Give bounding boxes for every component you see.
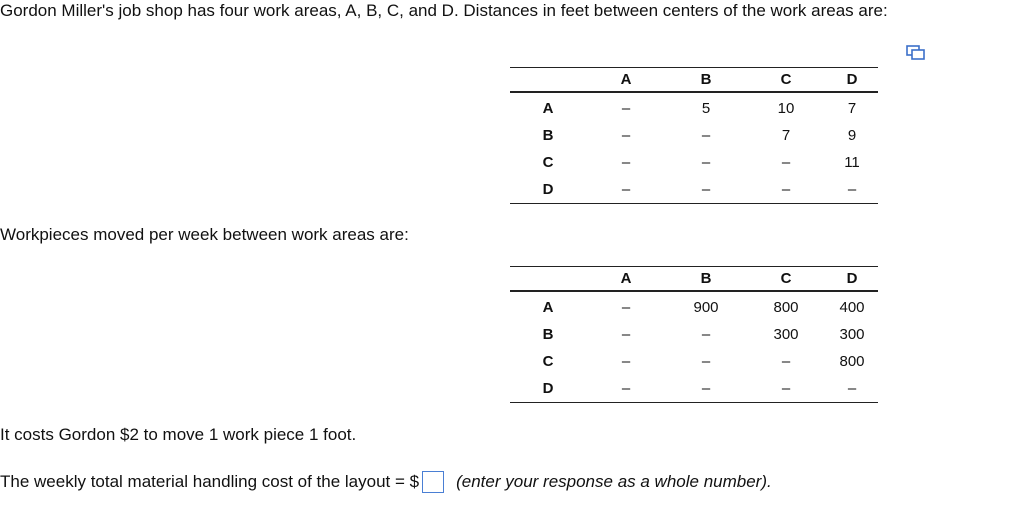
table-cell: 800 — [839, 353, 865, 370]
copy-icon[interactable] — [906, 45, 926, 61]
row-label: A — [542, 299, 554, 316]
row-label: B — [542, 326, 554, 343]
problem-intro: Gordon Miller's job shop has four work areas, A, B, C, and D. Distances in feet between centers of the work areas are: — [0, 1, 888, 20]
table-header-cell: C — [746, 267, 826, 292]
flow-header-row — [510, 267, 878, 292]
table-header-cell: A — [586, 267, 666, 292]
table-cell: 11 — [844, 154, 860, 171]
table-cell: – — [621, 100, 631, 117]
cost-statement: It costs Gordon $2 to move 1 work piece 1 foot. — [0, 425, 357, 444]
table-cell: 300 — [773, 326, 799, 343]
table-cell: – — [621, 353, 631, 370]
table-cell: – — [701, 154, 711, 171]
table-row — [510, 321, 878, 348]
answer-line — [0, 471, 772, 493]
table-row — [510, 92, 878, 122]
answer-prompt: The weekly total material handling cost of the layout = $ — [0, 472, 420, 491]
row-label: D — [510, 375, 586, 403]
row-label: A — [542, 100, 554, 117]
table-row — [510, 291, 878, 321]
flow-table — [510, 266, 878, 403]
table-cell: – — [586, 176, 666, 204]
row-label: B — [542, 127, 554, 144]
table-cell: – — [746, 375, 826, 403]
table-cell: 7 — [781, 127, 791, 144]
table-row — [510, 149, 878, 176]
table-cell: – — [621, 127, 631, 144]
table-cell: 300 — [839, 326, 865, 343]
table-cell: – — [666, 176, 746, 204]
table-cell: – — [701, 326, 711, 343]
row-label: C — [542, 353, 554, 370]
workpieces-intro: Workpieces moved per week between work areas are: — [0, 225, 409, 244]
answer-input[interactable] — [422, 471, 444, 493]
table-cell: 900 — [693, 299, 719, 316]
table-cell: 400 — [839, 299, 865, 316]
row-label: D — [510, 176, 586, 204]
table-cell: – — [826, 176, 878, 204]
table-cell: – — [621, 299, 631, 316]
table-cell: – — [701, 127, 711, 144]
row-label: C — [542, 154, 554, 171]
table-header-cell: D — [826, 267, 878, 292]
table-cell: 9 — [847, 127, 857, 144]
table-header-cell — [510, 68, 586, 93]
table-header-cell: A — [586, 68, 666, 93]
table-row — [510, 176, 878, 204]
table-cell: 7 — [847, 100, 857, 117]
table-cell: – — [701, 353, 711, 370]
table-cell: – — [621, 326, 631, 343]
table-cell: – — [781, 353, 791, 370]
table-cell: – — [746, 176, 826, 204]
table-cell: – — [586, 375, 666, 403]
table-cell: – — [781, 154, 791, 171]
table-header-cell: C — [746, 68, 826, 93]
table-cell: 800 — [773, 299, 799, 316]
table-cell: – — [621, 154, 631, 171]
table-cell: 10 — [777, 100, 795, 117]
distance-table — [510, 67, 878, 204]
table-cell: – — [666, 375, 746, 403]
table-cell: 5 — [701, 100, 711, 117]
table-header-cell: D — [826, 68, 878, 93]
table-row — [510, 348, 878, 375]
table-cell: – — [826, 375, 878, 403]
distance-header-row — [510, 68, 878, 93]
table-row — [510, 375, 878, 403]
table-header-cell — [510, 267, 586, 292]
table-header-cell: B — [666, 68, 746, 93]
table-row — [510, 122, 878, 149]
table-header-cell: B — [666, 267, 746, 292]
answer-hint: (enter your response as a whole number). — [456, 472, 772, 491]
